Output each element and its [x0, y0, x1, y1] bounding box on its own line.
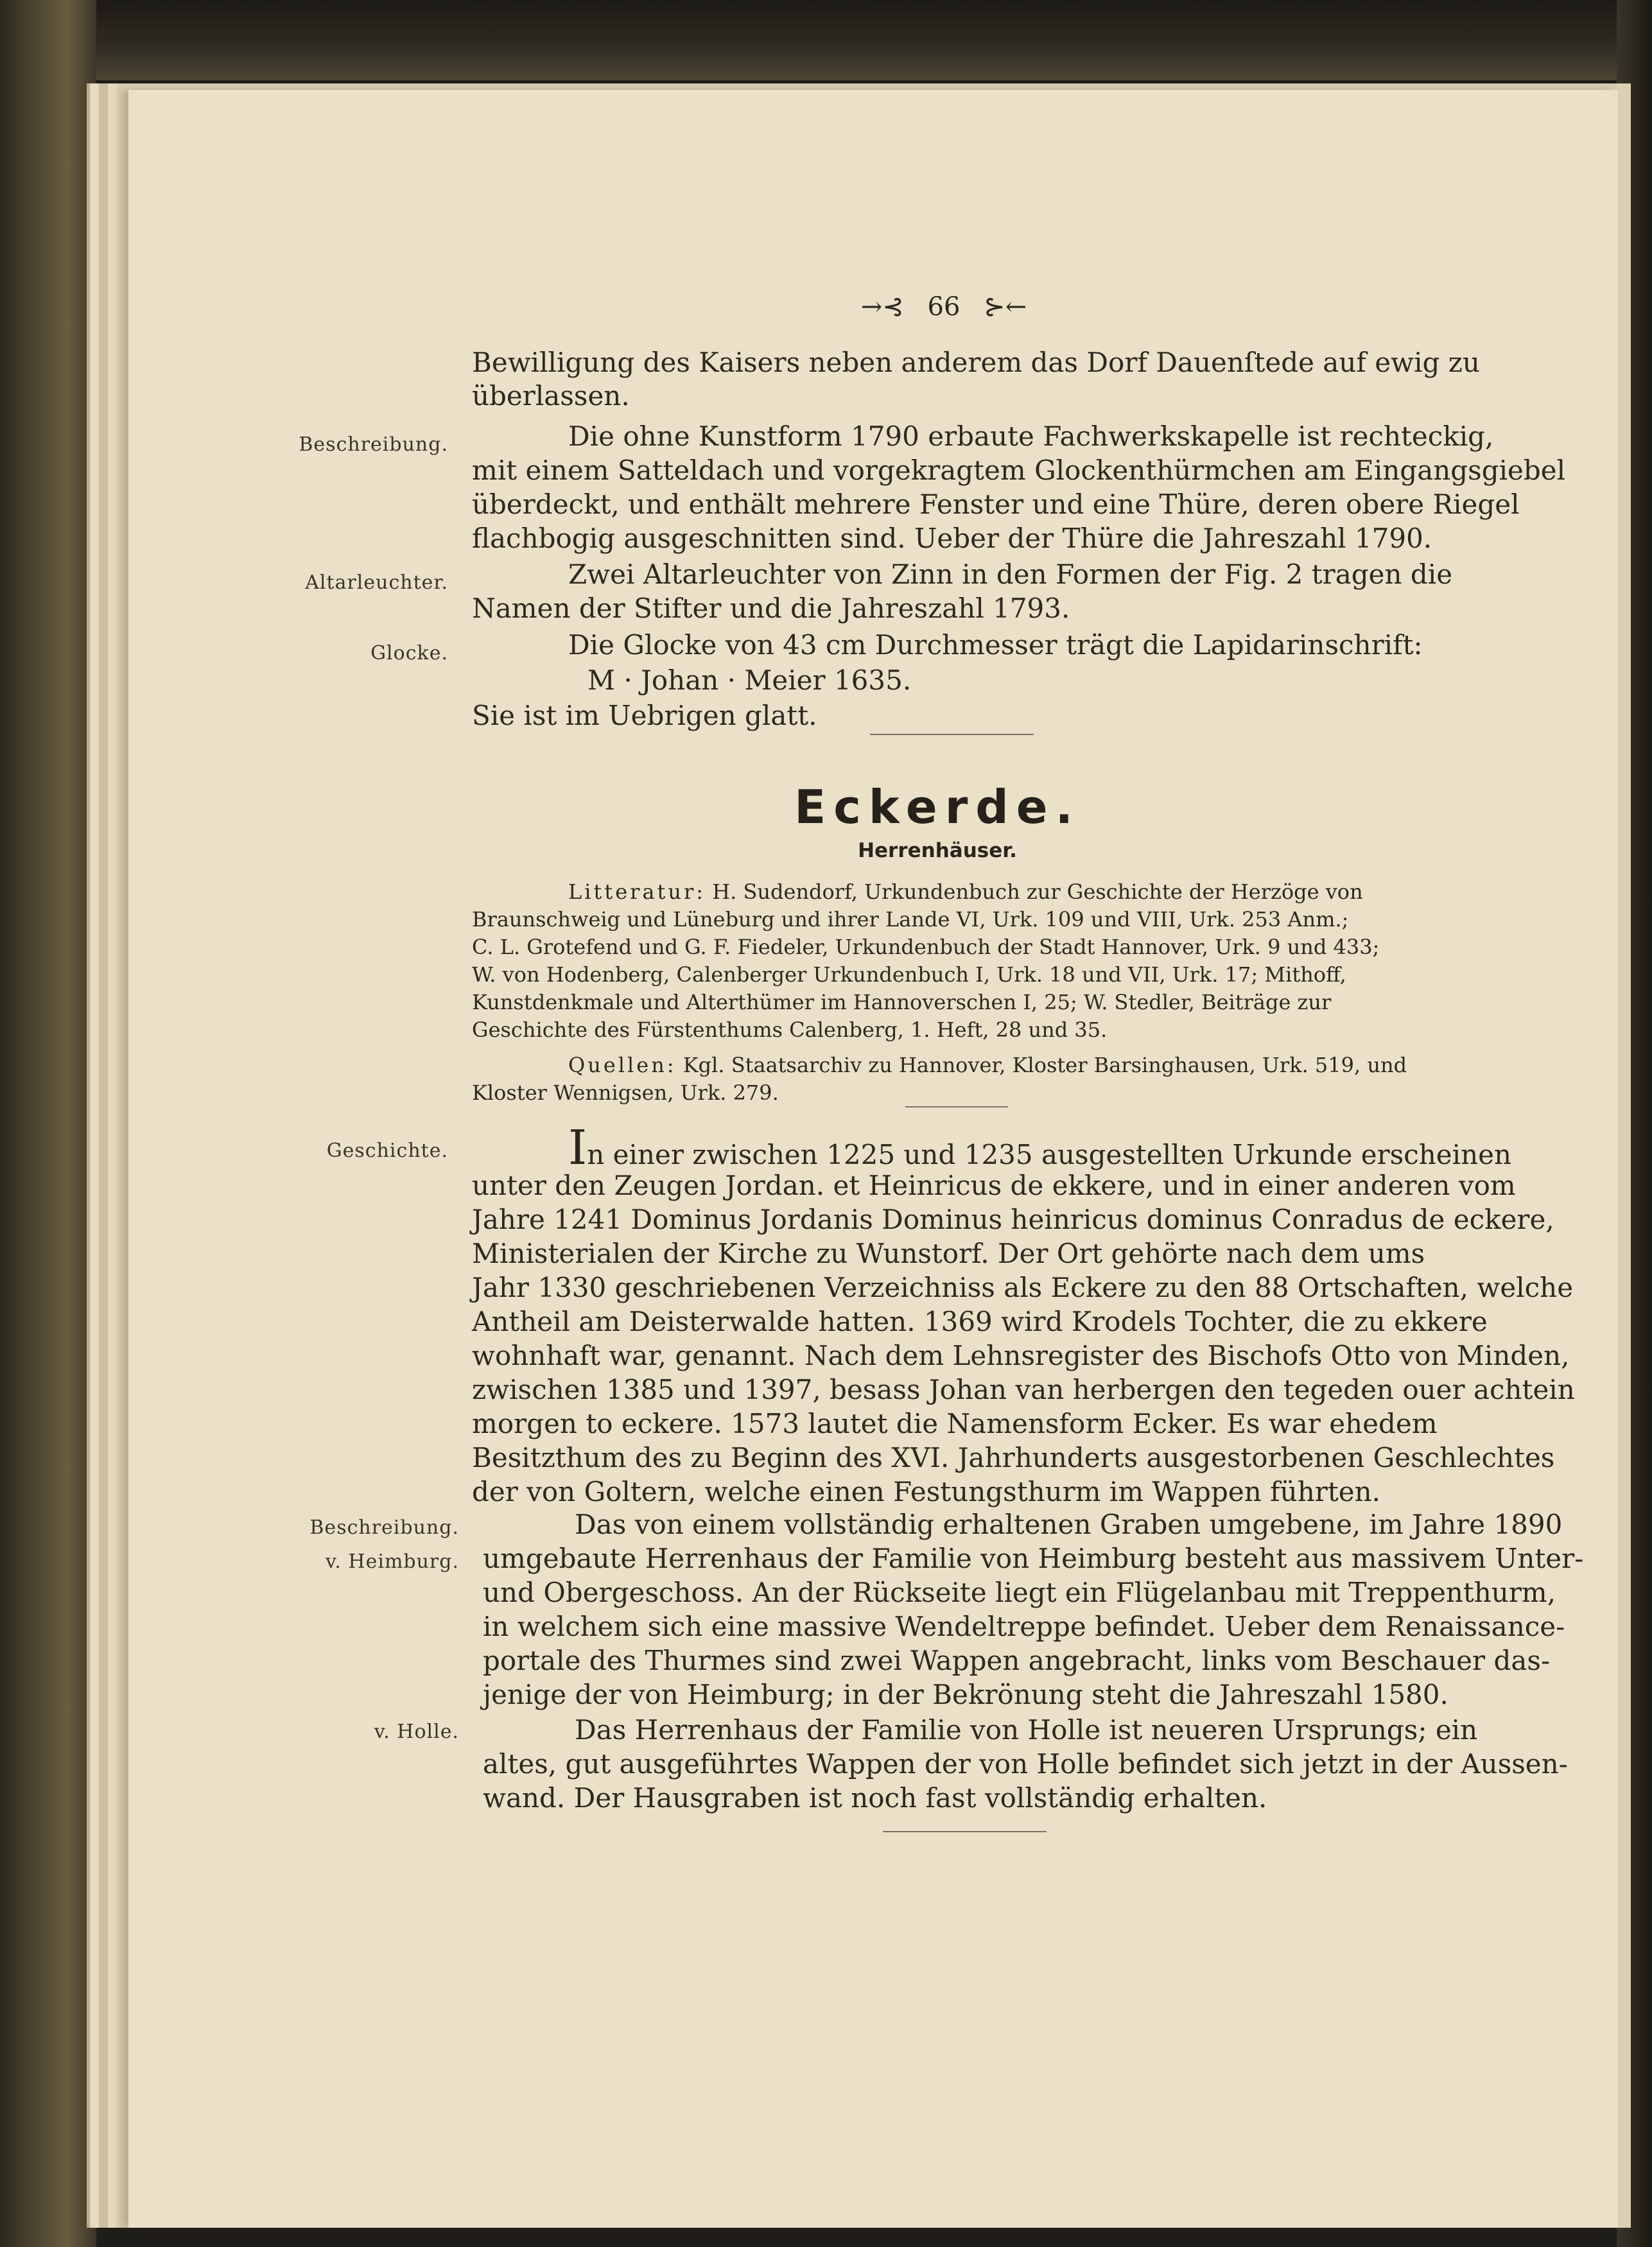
history-line: Ministerialen der Kirche zu Wunstorf. Der Ort gehörte nach dem ums — [472, 1238, 1425, 1269]
literature-line: Braunschweig und Lüneburg und ihrer Lande VI, Urk. 109 und VIII, Urk. 253 Anm.; — [472, 907, 1349, 932]
literature-line: Geschichte des Fürstenthums Calenberg, 1. Heft, 28 und 35. — [472, 1018, 1108, 1042]
history-text: n einer zwischen 1225 und 1235 ausgestellten Urkunde erscheinen — [587, 1139, 1512, 1170]
sources-text: Kgl. Staatsarchiv zu Hannover, Kloster Barsinghausen, Urk. 519, und — [683, 1053, 1407, 1077]
heimburg-line: und Obergeschoss. An der Rückseite liegt ein Flügelanbau mit Treppenthurm, — [483, 1577, 1556, 1608]
margin-note-beschreibung-2: Beschreibung. — [309, 1516, 459, 1539]
margin-note-beschreibung: Beschreibung. — [299, 433, 448, 456]
text-line: mit einem Satteldach und vorgekragtem Glockenthürmchen am Eingangsgiebel — [472, 455, 1566, 486]
text-line: Namen der Stifter und die Jahreszahl 1793. — [472, 593, 1070, 624]
holle-line: Das Herrenhaus der Familie von Holle ist neueren Ursprungs; ein — [575, 1714, 1478, 1746]
ornament-left: →⊰ — [860, 292, 904, 322]
history-line: Jahre 1241 Dominus Jordanis Dominus heinricus dominus Conradus de eckere, — [472, 1204, 1554, 1235]
literature-line — [568, 880, 1363, 904]
literature-label: Litteratur: — [568, 880, 706, 904]
history-line: unter den Zeugen Jordan. et Heinricus de ekkere, und in einer anderen vom — [472, 1170, 1516, 1201]
history-line: zwischen 1385 und 1397, besass Johan van herbergen den tegeden ouer achtein — [472, 1374, 1575, 1405]
history-line: der von Goltern, welche einen Festungsthurm im Wappen führten. — [472, 1476, 1380, 1507]
literature-line: Kunstdenkmale und Alterthümer im Hannoverschen I, 25; W. Stedler, Beiträge zur — [472, 990, 1332, 1014]
history-line — [568, 1120, 1512, 1176]
text-line: flachbogig ausgeschnitten sind. Ueber der Thüre die Jahreszahl 1790. — [472, 523, 1432, 554]
book-cover-left — [0, 0, 96, 2247]
section-subtitle: Herrenhäuser. — [858, 839, 1017, 862]
history-line: morgen to eckere. 1573 lautet die Namensform Ecker. Es war ehedem — [472, 1408, 1438, 1439]
holle-line: wand. Der Hausgraben ist noch fast vollständig erhalten. — [483, 1782, 1267, 1814]
heimburg-line: Das von einem vollständig erhaltenen Graben umgebene, im Jahre 1890 — [575, 1509, 1563, 1540]
end-divider — [883, 1831, 1047, 1832]
sources-divider — [905, 1106, 1008, 1107]
text-line: überdeckt, und enthält mehrere Fenster und eine Thüre, deren obere Riegel — [472, 489, 1520, 520]
text-line: Die ohne Kunstform 1790 erbaute Fachwerkskapelle ist rechteckig, — [568, 421, 1494, 452]
text-line: Sie ist im Uebrigen glatt. — [472, 700, 817, 731]
ornament-right: ⊱← — [984, 292, 1027, 322]
heimburg-line: umgebaute Herrenhaus der Familie von Heimburg besteht aus massivem Unter- — [483, 1543, 1584, 1574]
text-line: überlassen. — [472, 380, 630, 412]
drop-initial: I — [568, 1120, 587, 1176]
page-header — [815, 292, 1072, 322]
section-divider — [870, 734, 1034, 735]
literature-text: H. Sudendorf, Urkundenbuch zur Geschichte der Herzöge von — [712, 880, 1363, 904]
margin-note-glocke: Glocke. — [370, 642, 448, 664]
holle-line: altes, gut ausgeführtes Wappen der von Holle befindet sich jetzt in der Aussen- — [483, 1748, 1568, 1780]
text-line: Bewilligung des Kaisers neben anderem das Dorf Dauenſtede auf ewig zu — [472, 347, 1480, 378]
heimburg-line: portale des Thurmes sind zwei Wappen angebracht, links vom Beschauer das- — [483, 1645, 1551, 1676]
history-line: Jahr 1330 geschriebenen Verzeichniss als Eckere zu den 88 Ortschaften, welche — [472, 1272, 1574, 1303]
margin-note-holle: v. Holle. — [374, 1721, 459, 1743]
history-line: Antheil am Deisterwalde hatten. 1369 wird Krodels Tochter, die zu ekkere — [472, 1306, 1488, 1337]
heimburg-line: jenige der von Heimburg; in der Bekrönung steht die Jahreszahl 1580. — [483, 1679, 1448, 1710]
book-cover-top — [0, 0, 1652, 80]
margin-note-heimburg: v. Heimburg. — [325, 1550, 459, 1573]
literature-line: C. L. Grotefend und G. F. Fiedeler, Urkundenbuch der Stadt Hannover, Urk. 9 und 433; — [472, 935, 1380, 959]
section-title: Eckerde. — [794, 780, 1081, 834]
sources-line: Kloster Wennigsen, Urk. 279. — [472, 1080, 779, 1105]
sources-label: Quellen: — [568, 1053, 677, 1077]
history-line: wohnhaft war, genannt. Nach dem Lehnsregister des Bischofs Otto von Minden, — [472, 1340, 1570, 1371]
margin-note-altarleuchter: Altarleuchter. — [305, 571, 448, 594]
text-line: Die Glocke von 43 cm Durchmesser trägt die Lapidarinschrift: — [568, 629, 1423, 661]
history-line: Besitzthum des zu Beginn des XVI. Jahrhunderts ausgestorbenen Geschlechtes — [472, 1442, 1555, 1473]
literature-line: W. von Hodenberg, Calenberger Urkundenbuch I, Urk. 18 und VII, Urk. 17; Mithoff, — [472, 962, 1346, 987]
inscription-line: M · Johan · Meier 1635. — [587, 664, 912, 696]
heimburg-line: in welchem sich eine massive Wendeltreppe befindet. Ueber dem Renaissance- — [483, 1611, 1565, 1642]
text-line: Zwei Altarleuchter von Zinn in den Formen der Fig. 2 tragen die — [568, 559, 1453, 590]
page-number: 66 — [927, 292, 961, 322]
margin-note-geschichte: Geschichte. — [326, 1140, 448, 1162]
sources-line — [568, 1053, 1407, 1077]
